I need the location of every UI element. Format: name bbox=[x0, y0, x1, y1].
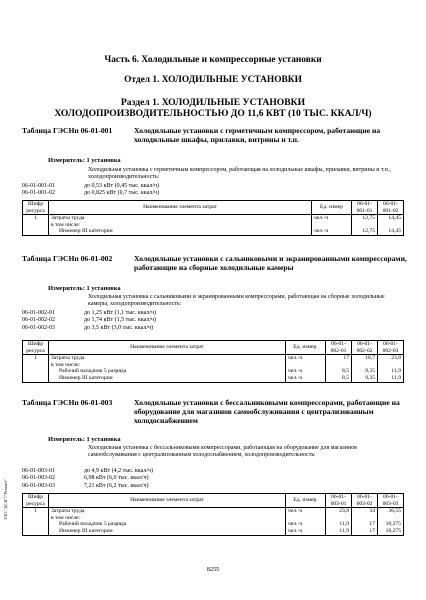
table-number: Таблица ГЭСНп 06-01-001 bbox=[22, 126, 113, 135]
cell-name: Затраты труда в том числе: Рабочий наладчик 5 разряда Инженер III категории bbox=[49, 355, 286, 382]
code-list bbox=[22, 468, 153, 490]
table-row bbox=[23, 355, 404, 382]
cell-value: 36,55 18,275 18,275 bbox=[378, 508, 404, 535]
code: 06-01-002-01 bbox=[22, 310, 55, 316]
header-code: Шифр ресурса bbox=[23, 201, 49, 215]
table-header-row bbox=[23, 494, 404, 508]
table-number: Таблица ГЭСНп 06-01-002 bbox=[22, 254, 113, 263]
code: 06-01-001-01 bbox=[22, 183, 55, 189]
section-heading-line: ХОЛОДОПРОИЗВОДИТЕЛЬНОСТЬЮ ДО 11,6 КВТ (10 ТЫС. ККАЛ/Ч) bbox=[54, 108, 372, 119]
header-unit: Ед. измер. bbox=[286, 494, 326, 508]
header-column: 06-01- 003-03 bbox=[378, 494, 404, 508]
header-unit: Ед. измер. bbox=[286, 341, 326, 355]
code-text: 6,98 кВт (6,0 тыс. ккал/ч) bbox=[84, 475, 149, 482]
cell-value: 17 8,5 8,5 bbox=[326, 355, 352, 382]
code-text: 7,21 кВт (6,2 тыс. ккал/ч) bbox=[84, 482, 149, 489]
code-text: до 4,9 кВт (4,2 тыс. ккал/ч) bbox=[84, 468, 154, 474]
code-text: до 0,825 кВт (0,7 тыс. ккал/ч) bbox=[84, 190, 160, 197]
header-name: Наименование элемента затрат bbox=[49, 201, 312, 215]
code-item bbox=[22, 190, 159, 197]
code-text: до 3,5 кВт (3,0 тыс. ккал/ч) bbox=[84, 324, 154, 331]
code-text: до 1,74 кВт (1,5 тыс. ккал/ч) bbox=[84, 317, 157, 324]
cell-unit: чел.-ч чел.-ч чел.-ч bbox=[286, 355, 326, 382]
side-note: ЗАО "ДСК"/"Ремонт" bbox=[3, 478, 8, 520]
table-number: Таблица ГЭСНп 06-01-003 bbox=[22, 398, 113, 407]
norm-table bbox=[22, 200, 404, 236]
cell-value: 12,75 12,75 bbox=[352, 215, 378, 236]
section-heading bbox=[0, 97, 426, 119]
cell-value: 23,8 11,9 11,9 bbox=[326, 508, 352, 535]
header-column: 06-01- 002-02 bbox=[352, 341, 378, 355]
code: 06-01-001-02 bbox=[22, 190, 55, 197]
cell-code: 1 bbox=[23, 215, 49, 236]
code-item bbox=[22, 325, 156, 332]
table-description: Холодильная установка с бессальниковыми компрессорами, работающая на оборудование для магазинов самообслуживания с централизованным холодоснабжением, холодопроизводительность: bbox=[88, 445, 357, 459]
cell-value: 34 17 17 bbox=[352, 508, 378, 535]
cell-value: 14,45 14,45 bbox=[378, 215, 404, 236]
norm-table bbox=[22, 340, 404, 383]
table-caption: Холодильные установки с сальниковыми и экранированными компрессорами, работающие на сборные холодильные камеры bbox=[134, 254, 407, 273]
table-title bbox=[22, 398, 412, 426]
cell-value: 18,7 9,35 9,35 bbox=[352, 355, 378, 382]
code: 06-01-002-02 bbox=[22, 317, 55, 324]
table-description: Холодильная установка с сальниковыми и экранированными компрессорами, работающая на сборные холодильные камеры, холодопроизводительность: bbox=[88, 294, 385, 308]
page-number: 8255 bbox=[206, 566, 220, 573]
cell-code: 1 bbox=[23, 508, 49, 535]
table-title bbox=[22, 254, 412, 272]
table-row bbox=[23, 508, 404, 535]
header-unit: Ед. измер bbox=[312, 201, 352, 215]
table-title bbox=[22, 126, 412, 144]
header-column: 06-01- 001-01 bbox=[352, 201, 378, 215]
header-code: Шифр ресурса bbox=[23, 341, 49, 355]
section-heading-line: Раздел 1. ХОЛОДИЛЬНЫЕ УСТАНОВКИ bbox=[120, 97, 306, 108]
table-meter: Измеритель: 1 установка bbox=[48, 157, 121, 164]
header-column: 06-01- 001-02 bbox=[378, 201, 404, 215]
cell-unit: чел.-ч чел.-ч bbox=[312, 215, 352, 236]
code-item bbox=[22, 483, 153, 490]
cell-name: Затраты труда в том числе: Инженер III категории bbox=[49, 215, 312, 236]
cell-code: 1 bbox=[23, 355, 49, 382]
code: 06-01-003-02 bbox=[22, 475, 55, 482]
table-header-row bbox=[23, 201, 404, 215]
code: 06-01-002-03 bbox=[22, 324, 55, 331]
header-column: 06-01- 003-02 bbox=[352, 494, 378, 508]
header-column: 06-01- 002-03 bbox=[378, 341, 404, 355]
code-list bbox=[22, 183, 159, 198]
table-header-row bbox=[23, 341, 404, 355]
header-column: 06-01- 002-01 bbox=[326, 341, 352, 355]
code-item bbox=[22, 317, 156, 324]
code-item bbox=[22, 475, 153, 482]
code-text: до 0,53 кВт (0,45 тыс. ккал/ч) bbox=[84, 183, 160, 189]
table-row bbox=[23, 215, 404, 236]
header-name: Наименование элемента затрат bbox=[49, 494, 286, 508]
table-meter: Измеритель: 1 установка bbox=[48, 285, 121, 292]
department-heading: Отдел 1. ХОЛОДИЛЬНЫЕ УСТАНОВКИ bbox=[124, 75, 302, 85]
norm-table bbox=[22, 493, 404, 536]
table-caption: Холодильные установки с бессальниковыми компрессорами, работающие на оборудование для магазинов самообслуживания с централизованным холодоснабжением bbox=[134, 398, 400, 426]
header-code: Шифр ресурса bbox=[23, 494, 49, 508]
code-list bbox=[22, 310, 156, 332]
header-column: 06-01- 003-01 bbox=[326, 494, 352, 508]
code: 06-01-003-01 bbox=[22, 468, 55, 474]
cell-unit: чел.-ч чел.-ч чел.-ч bbox=[286, 508, 326, 535]
code-text: до 1,25 кВт (1,1 тыс. ккал/ч) bbox=[84, 310, 157, 316]
header-name: Наименование элемента затрат bbox=[49, 341, 286, 355]
table-caption: Холодильные установки с герметичным компрессором, работающие на холодильные шкафы, прилавки, витрины и т.п. bbox=[134, 126, 381, 145]
table-description: Холодильная установка с герметичным компрессором, работающая на холодильные шкафы, прилавки, витрины и т.п., холодопроизводительность: bbox=[88, 167, 391, 181]
cell-name: Затраты труда в том числе: Рабочий наладчик 5 разряда Инженер III категории bbox=[49, 508, 286, 535]
table-meter: Измеритель: 1 установка bbox=[48, 436, 121, 443]
cell-value: 23,8 11,9 11,9 bbox=[378, 355, 404, 382]
code: 06-01-003-03 bbox=[22, 482, 55, 489]
part-heading: Часть 6. Холодильные и компрессорные установки bbox=[104, 55, 322, 65]
